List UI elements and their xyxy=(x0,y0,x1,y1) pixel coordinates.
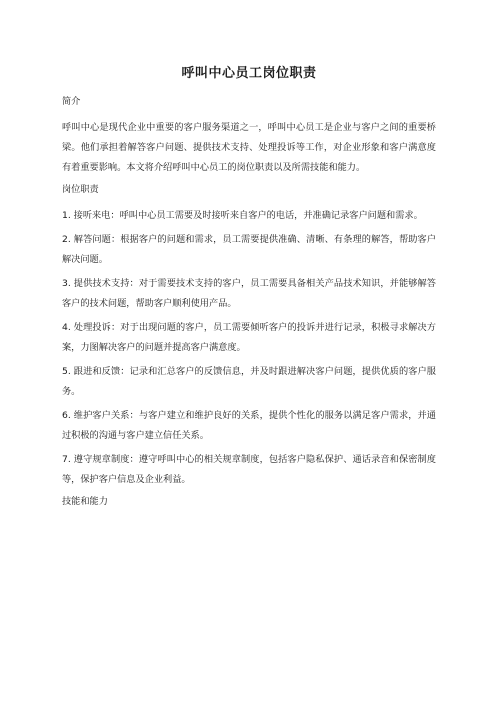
duty-item: 2. 解答问题：根据客户的问题和需求，员工需要提供准确、清晰、有条理的解答，帮助客户解决问题。 xyxy=(62,234,436,265)
document-title: 呼叫中心员工岗位职责 xyxy=(181,66,317,81)
intro-heading: 简介 xyxy=(62,96,81,107)
intro-paragraph: 呼叫中心是现代企业中重要的客户服务渠道之一，呼叫中心员工是企业与客户之间的重要桥梁。他们承担着解答客户问题、提供技术支持、处理投诉等工作，对企业形象和客户满意度有着重要影响。本文将介绍呼叫中心员工的岗位职责以及所需技能和能力。 xyxy=(62,122,436,173)
duty-item: 1. 接听来电：呼叫中心员工需要及时接听来自客户的电话，并准确记录客户问题和需求。 xyxy=(62,210,423,221)
duty-item: 4. 处理投诉：对于出现问题的客户，员工需要倾听客户的投诉并进行记录，积极寻求解决方案，力图解决客户的问题并提高客户满意度。 xyxy=(62,322,436,353)
duty-item: 6. 维护客户关系：与客户建立和维护良好的关系，提供个性化的服务以满足客户需求，并通过积极的沟通与客户建立信任关系。 xyxy=(62,410,436,441)
skills-heading: 技能和能力 xyxy=(62,496,108,507)
duties-heading: 岗位职责 xyxy=(62,184,99,195)
duty-item: 7. 遵守规章制度：遵守呼叫中心的相关规章制度，包括客户隐私保护、通话录音和保密制度等，保护客户信息及企业利益。 xyxy=(62,454,436,485)
duty-item: 5. 跟进和反馈：记录和汇总客户的反馈信息，并及时跟进解决客户问题，提供优质的客户服务。 xyxy=(62,366,436,397)
duty-item: 3. 提供技术支持：对于需要技术支持的客户，员工需要具备相关产品技术知识，并能够解答客户的技术问题，帮助客户顺利使用产品。 xyxy=(62,278,436,309)
